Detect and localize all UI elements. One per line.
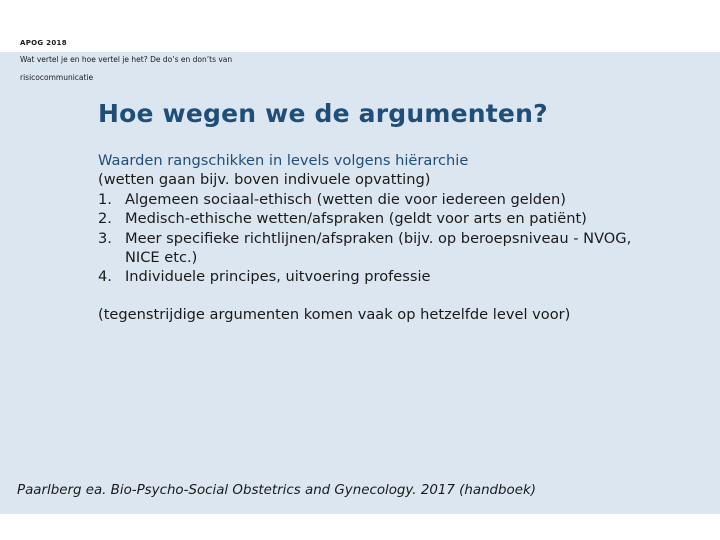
slide-body [98,151,658,324]
list-item-text: Medisch-ethische wetten/afspraken (geldt voor arts en patiënt) [125,210,587,228]
list-item [98,267,658,286]
header-subtitle-line-1: Wat vertel je en hoe vertel je het? De do’s en don’ts van [20,55,233,64]
list-item-text: Individuele principes, uitvoering professie [125,268,431,286]
list-item-number: 3. [98,229,112,247]
slide-header [0,0,720,52]
list-item [98,209,658,228]
list-item-text: Meer specifieke richtlijnen/afspraken (bijv. op beroepsniveau - NVOG, NICE etc.) [125,229,632,267]
slide-note: (tegenstrijdige argumenten komen vaak op hetzelfde level voor) [98,305,571,323]
argument-level-list [98,190,658,287]
list-item-number: 4. [98,268,112,286]
footer-citation: Paarlberg ea. Bio-Psycho-Social Obstetrics and Gynecology. 2017 (handboek) [17,483,536,498]
list-item-number: 1. [98,190,112,208]
list-item [98,229,658,268]
header-org-label: APOG 2018 [20,39,67,47]
slide-title: Hoe wegen we de argumenten? [98,99,548,128]
intro-line-2: (wetten gaan bijv. boven indivuele opvatting) [98,171,431,189]
list-item [98,190,658,209]
list-item-text: Algemeen sociaal-ethisch (wetten die voor iedereen gelden) [125,190,566,208]
intro-line-1: Waarden rangschikken in levels volgens hiërarchie [98,152,469,169]
list-item-number: 2. [98,210,112,228]
header-subtitle-line-2: risicocommunicatie [20,73,94,82]
